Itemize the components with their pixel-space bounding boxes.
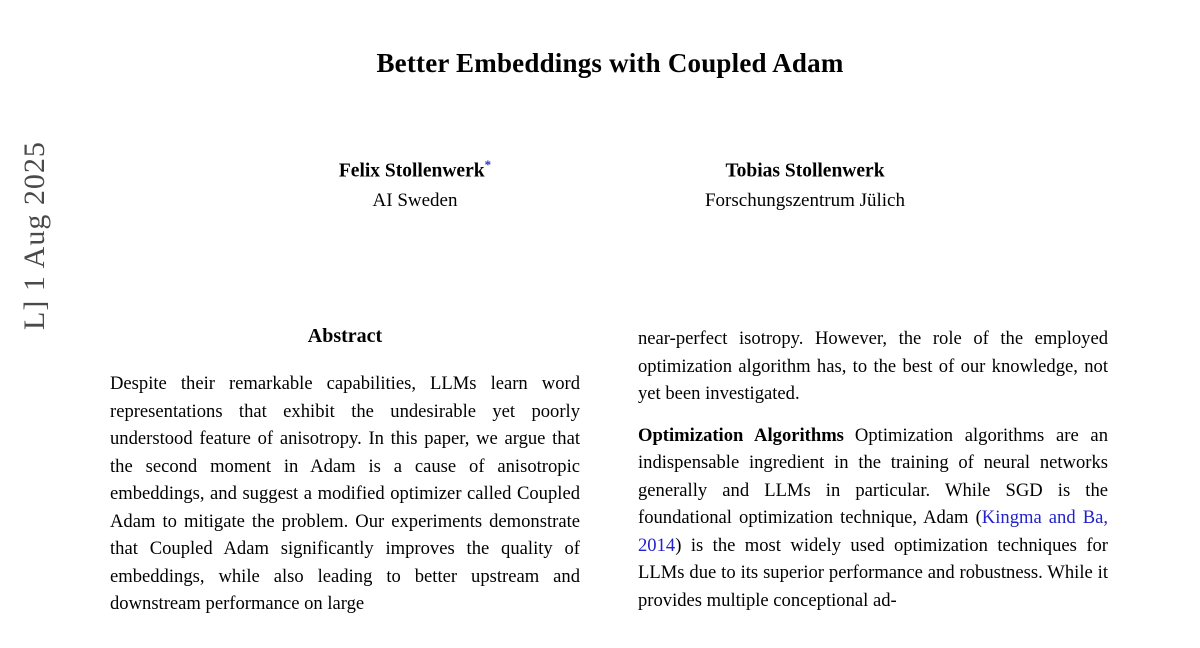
runin-heading: Optimization Algorithms [638,424,844,446]
author-block-2 [610,157,1000,212]
right-column [638,325,1108,632]
author-footnote-mark-1: * [484,157,492,172]
page-title: Better Embeddings with Coupled Adam [376,48,844,78]
author-block-1 [220,157,610,212]
arxiv-vertical-stamp: L] 1 Aug 2025 [18,141,51,330]
paper-page [110,0,1110,648]
citation-link[interactable]: Kingma and Ba, 2014 [638,507,1108,556]
abstract-heading: Abstract [307,325,383,347]
author-name-1-text: Felix Stollenwerk [338,160,485,182]
author-affiliation-2: Forschungszentrum Jülich [704,189,905,211]
author-list [110,157,1110,212]
author-affiliation-1: AI Sweden [372,189,458,211]
author-name-2-text: Tobias Stollenwerk [725,160,885,182]
author-name-2 [610,157,1000,183]
left-column [110,325,580,632]
optimization-algorithms-paragraph [638,422,1108,615]
abstract-paragraph: Despite their remarkable capabilities, LLMs learn word representations that exhibit the undesirable yet poorly understood feature of anisotropy. In this paper, we argue that the second moment in Adam is a cause of anisotropic embeddings, and suggest a modified optimizer called Coupled Adam to mitigate the problem. Our experiments demonstrate that Coupled Adam significantly improves the quality of embeddings, while also leading to better upstream and downstream performance on large [110,373,580,614]
author-name-1 [220,157,610,183]
paragraph-text-after-citation: ) is the most widely used optimization techniques for LLMs due to its superior performance and robustness. While it provides multiple conceptional ad- [638,534,1108,611]
continued-paragraph: near-perfect isotropy. However, the role of the employed optimization algorithm has, to the best of our knowledge, not yet been investigated. [638,328,1108,404]
paragraph-text-before-citation: Optimization algorithms are an indispensable ingredient in the training of neural networks generally and LLMs in particular. While SGD is the foundational optimization technique, Adam ( [638,424,1108,528]
two-column-body [110,325,1110,632]
